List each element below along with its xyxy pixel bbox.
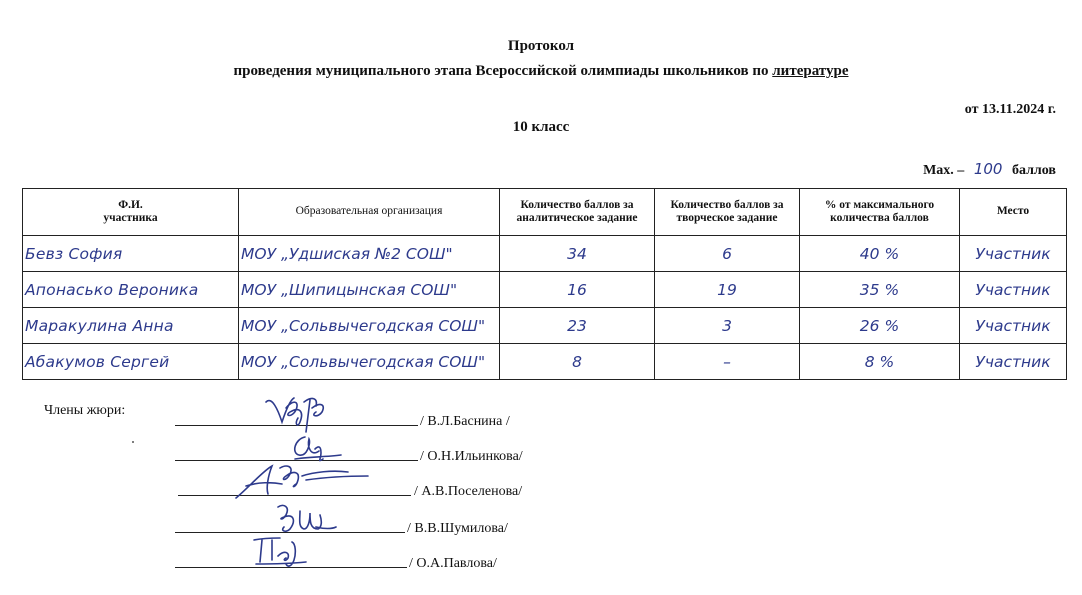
col-percent: % от максимального количества баллов	[800, 189, 960, 236]
place: Участник	[960, 236, 1067, 272]
col-place: Место	[960, 189, 1067, 236]
document-title: Протокол	[507, 38, 575, 54]
jury-member-name: / О.А.Павлова/	[409, 556, 497, 571]
jury-row	[178, 466, 558, 502]
table-header-row	[23, 189, 1067, 236]
creative-score: 19	[655, 272, 800, 308]
jury-label: Члены жюри:	[44, 403, 126, 418]
jury-member-name: / В.Л.Баснина /	[420, 414, 510, 429]
participant-org: МОУ „Сольвычегодская СОШ"	[239, 344, 500, 380]
col-fio: Ф.И. участника	[23, 189, 239, 236]
participant-name: Абакумов Сергей	[23, 344, 239, 380]
jury-member-name: / В.В.Шумилова/	[407, 521, 508, 536]
jury-member-name: / А.В.Поселенова/	[414, 484, 523, 499]
protocol-date: от 13.11.2024 г.	[964, 102, 1056, 117]
jury-row	[175, 396, 535, 432]
participant-name: Апонасько Вероника	[23, 272, 239, 308]
place: Участник	[960, 272, 1067, 308]
participant-name: Маракулина Анна	[23, 308, 239, 344]
col-org: Образовательная организация	[239, 189, 500, 236]
results-table	[22, 188, 1067, 380]
col-analytic: Количество баллов за аналитическое задание	[500, 189, 655, 236]
participant-org: МОУ „Удшиская №2 СОШ"	[239, 236, 500, 272]
jury-member-name: / О.Н.Ильинкова/	[420, 449, 523, 464]
subtitle-text: проведения муниципального этапа Всероссийской олимпиады школьников по	[233, 63, 773, 79]
place: Участник	[960, 344, 1067, 380]
analytic-score: 34	[500, 236, 655, 272]
analytic-score: 8	[500, 344, 655, 380]
creative-score: 6	[655, 236, 800, 272]
table-row	[23, 344, 1067, 380]
max-suffix: баллов	[1008, 163, 1056, 178]
percent-score: 40 %	[800, 236, 960, 272]
jury-row	[175, 538, 555, 574]
signature-1	[260, 392, 340, 434]
creative-score: 3	[655, 308, 800, 344]
percent-score: 35 %	[800, 272, 960, 308]
document-subtitle	[0, 63, 1082, 80]
creative-score: –	[655, 344, 800, 380]
jury-row	[175, 503, 555, 539]
grade-label: 10 класс	[512, 119, 570, 135]
subject: литературе	[772, 63, 849, 79]
table-row	[23, 272, 1067, 308]
participant-org: МОУ „Шипицынская СОШ"	[239, 272, 500, 308]
percent-score: 26 %	[800, 308, 960, 344]
analytic-score: 16	[500, 272, 655, 308]
analytic-score: 23	[500, 308, 655, 344]
place: Участник	[960, 308, 1067, 344]
percent-score: 8 %	[800, 344, 960, 380]
col-creative: Количество баллов за творческое задание	[655, 189, 800, 236]
signature-5	[250, 532, 310, 572]
participant-org: МОУ „Сольвычегодская СОШ"	[239, 308, 500, 344]
stray-dot	[132, 441, 134, 443]
participant-name: Бевз София	[23, 236, 239, 272]
max-prefix: Мах. –	[923, 163, 968, 178]
table-row	[23, 308, 1067, 344]
max-score	[923, 160, 1056, 179]
max-value: 100	[973, 160, 1003, 178]
table-row	[23, 236, 1067, 272]
